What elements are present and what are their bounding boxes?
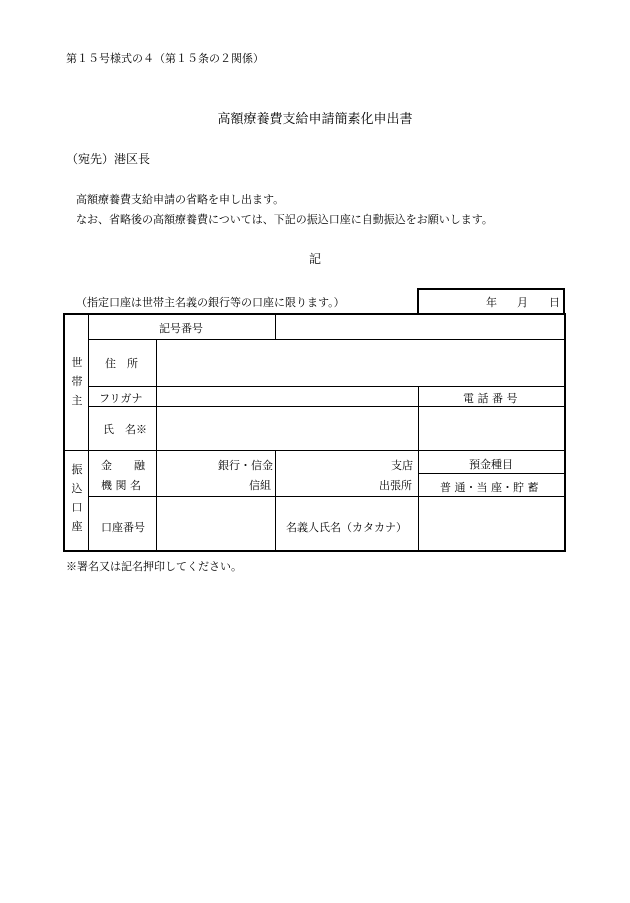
name-label: 氏 名※ xyxy=(103,423,147,436)
kigo-bango-label: 記号番号 xyxy=(159,322,203,335)
furigana-field[interactable] xyxy=(157,387,417,405)
addressee: （宛先）港区長 xyxy=(66,152,151,166)
account-holder-label: 名義人氏名（カタカナ） xyxy=(286,521,407,534)
document-title: 高額療養費支給申請簡素化申出書 xyxy=(217,112,413,127)
date-year-label: 年 xyxy=(486,296,497,309)
account-number-label: 口座番号 xyxy=(101,521,145,534)
body-line-1: 高額療養費支給申請の省略を申し出ます。 xyxy=(76,193,285,206)
deposit-type-options[interactable]: 普 通・当 座・貯 蓄 xyxy=(440,481,539,494)
section-divider xyxy=(65,450,566,451)
row-divider xyxy=(418,473,566,474)
deposit-type-label: 預金種目 xyxy=(469,458,513,471)
branch-type-2: 出張所 xyxy=(379,479,412,492)
account-number-field[interactable] xyxy=(157,497,274,549)
application-form-table xyxy=(63,313,566,552)
address-field[interactable] xyxy=(157,340,565,385)
date-month-label: 月 xyxy=(517,296,528,309)
column-divider xyxy=(275,450,276,550)
transfer-account-label: 振 込 口 座 xyxy=(71,463,83,533)
bank-type-2: 信組 xyxy=(249,479,271,492)
address-label: 住 所 xyxy=(105,357,138,370)
institution-label-2: 機 関 名 xyxy=(101,479,141,492)
date-day-label: 日 xyxy=(549,296,560,309)
bank-type-1: 銀行・信金 xyxy=(218,459,273,472)
form-number: 第１５号様式の４（第１５条の２関係） xyxy=(66,52,264,65)
footnote: ※署名又は記名押印してください。 xyxy=(66,560,242,573)
kigo-bango-field[interactable] xyxy=(276,316,564,338)
branch-type-1: 支店 xyxy=(391,459,413,472)
account-holder-field[interactable] xyxy=(419,497,565,549)
phone-field[interactable] xyxy=(419,407,565,449)
column-divider xyxy=(88,315,89,550)
account-note: （指定口座は世帯主名義の銀行等の口座に限ります。） xyxy=(76,296,345,309)
name-field[interactable] xyxy=(157,407,417,449)
phone-label: 電 話 番 号 xyxy=(463,392,518,405)
ki-heading: 記 xyxy=(308,252,321,266)
body-line-2: なお、省略後の高額療養費については、下記の振込口座に自動振込をお願いします。 xyxy=(76,213,493,226)
institution-label-1: 金 融 xyxy=(101,459,145,472)
head-of-household-label: 世 帯 主 xyxy=(71,356,83,407)
furigana-label: フリガナ xyxy=(99,392,143,405)
